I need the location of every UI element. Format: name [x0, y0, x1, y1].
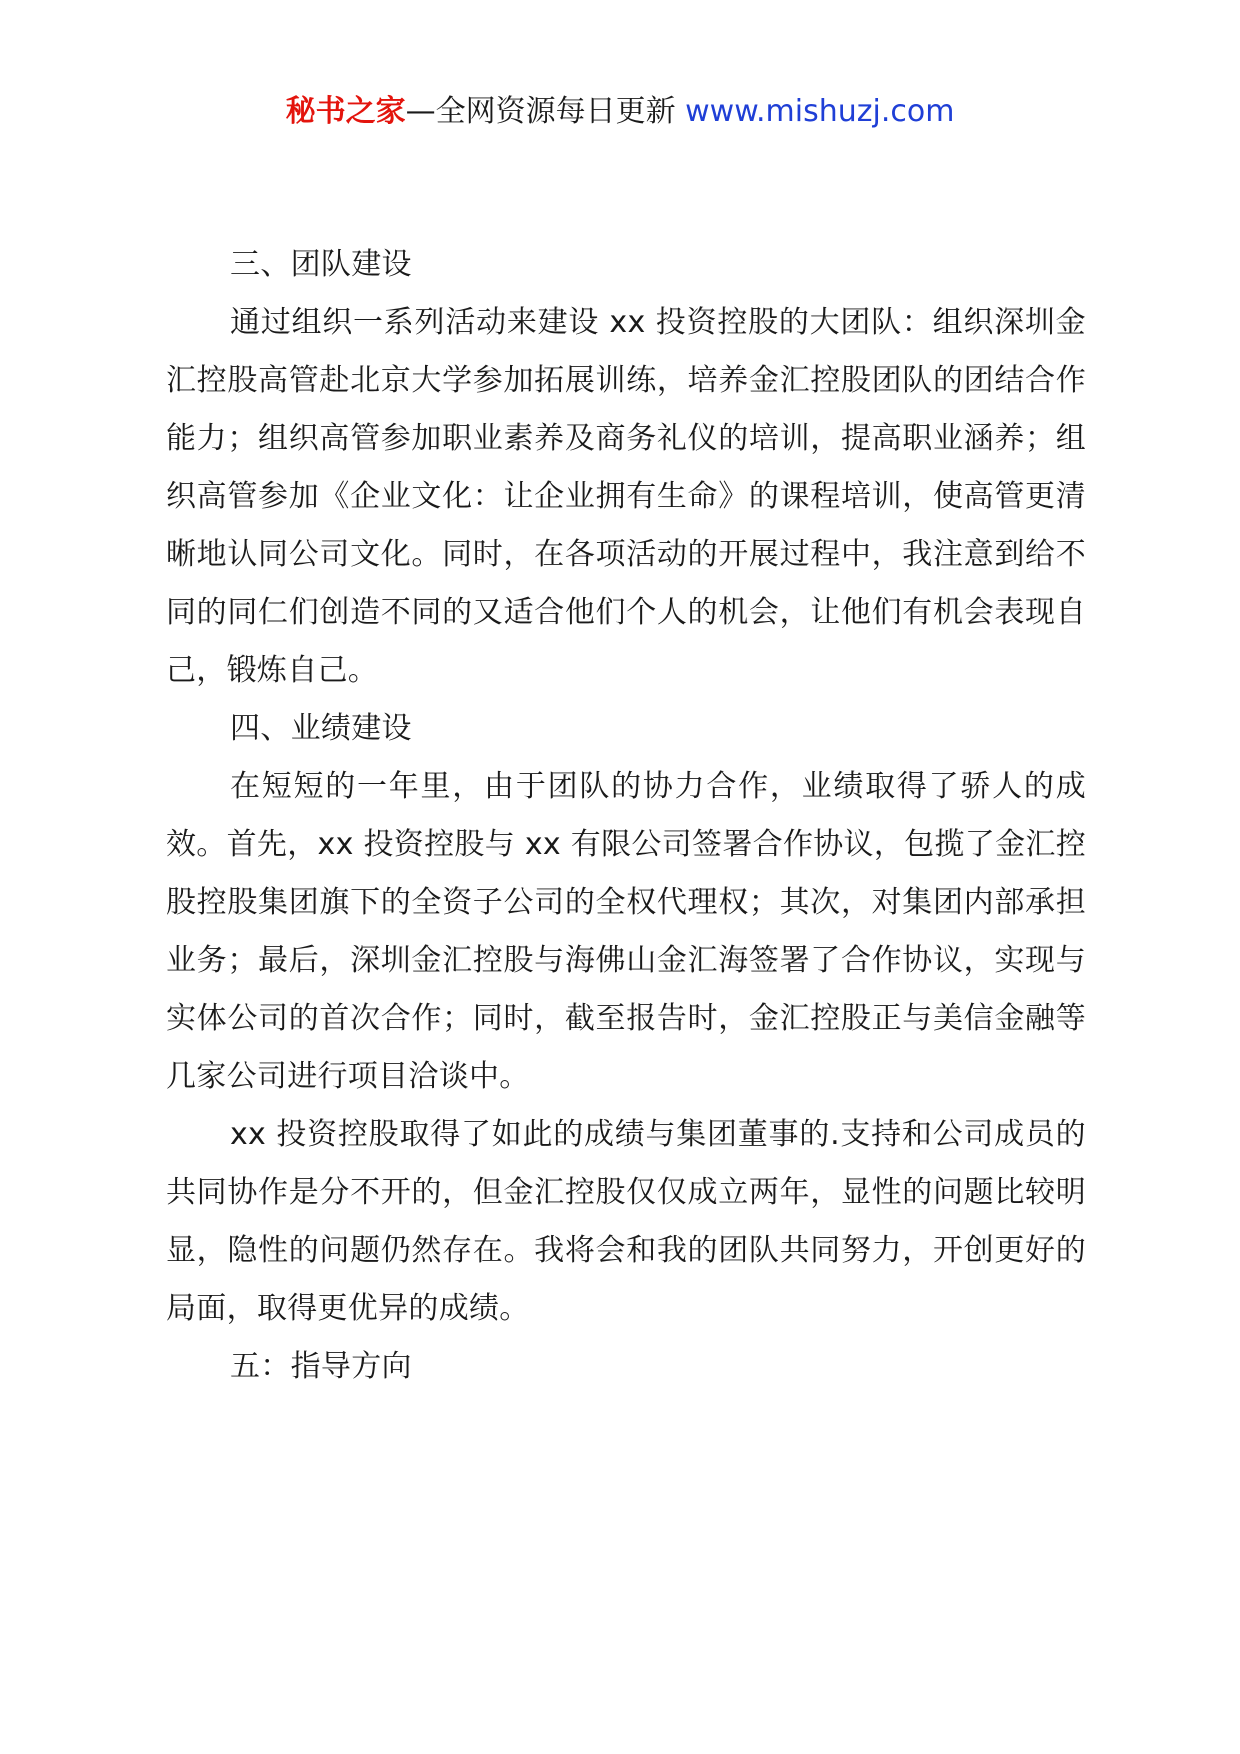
document-body	[166, 236, 1086, 1396]
section-heading-performance: 四、业绩建设	[230, 711, 412, 746]
paragraph-performance: 在短短的一年里，由于团队的协力合作，业绩取得了骄人的成效。首先，xx 投资控股与 xx 有限公司签署合作协议，包揽了金汇控股控股集团旗下的全资子公司的全权代理权；其次，对集团内部承担业务；最后，深圳金汇控股与海佛山金汇海签署了合作协议，实现与实体公司的首次合作；同时，截至报告时，金汇控股正与美信金融等几家公司进行项目洽谈中。	[166, 769, 1086, 1094]
site-url-link[interactable]: www.mishuzj.com	[685, 94, 955, 129]
section-heading-guidance: 五：指导方向	[230, 1349, 412, 1384]
paragraph-achievements: xx 投资控股取得了如此的成绩与集团董事的.支持和公司成员的共同协作是分不开的，但金汇控股仅仅成立两年，显性的问题比较明显，隐性的问题仍然存在。我将会和我的团队共同努力，开创更好的局面，取得更优异的成绩。	[166, 1117, 1086, 1326]
paragraph-team-building: 通过组织一系列活动来建设 xx 投资控股的大团队：组织深圳金汇控股高管赴北京大学参加拓展训练，培养金汇控股团队的团结合作能力；组织高管参加职业素养及商务礼仪的培训，提高职业涵养；组织高管参加《企业文化：让企业拥有生命》的课程培训，使高管更清晰地认同公司文化。同时，在各项活动的开展过程中，我注意到给不同的同仁们创造不同的又适合他们个人的机会，让他们有机会表现自己，锻炼自己。	[166, 305, 1086, 688]
section-heading-team: 三、团队建设	[230, 247, 412, 282]
header-slogan: —全网资源每日更新	[405, 94, 676, 129]
site-header	[0, 92, 1240, 132]
brand-name: 秘书之家	[285, 94, 406, 129]
